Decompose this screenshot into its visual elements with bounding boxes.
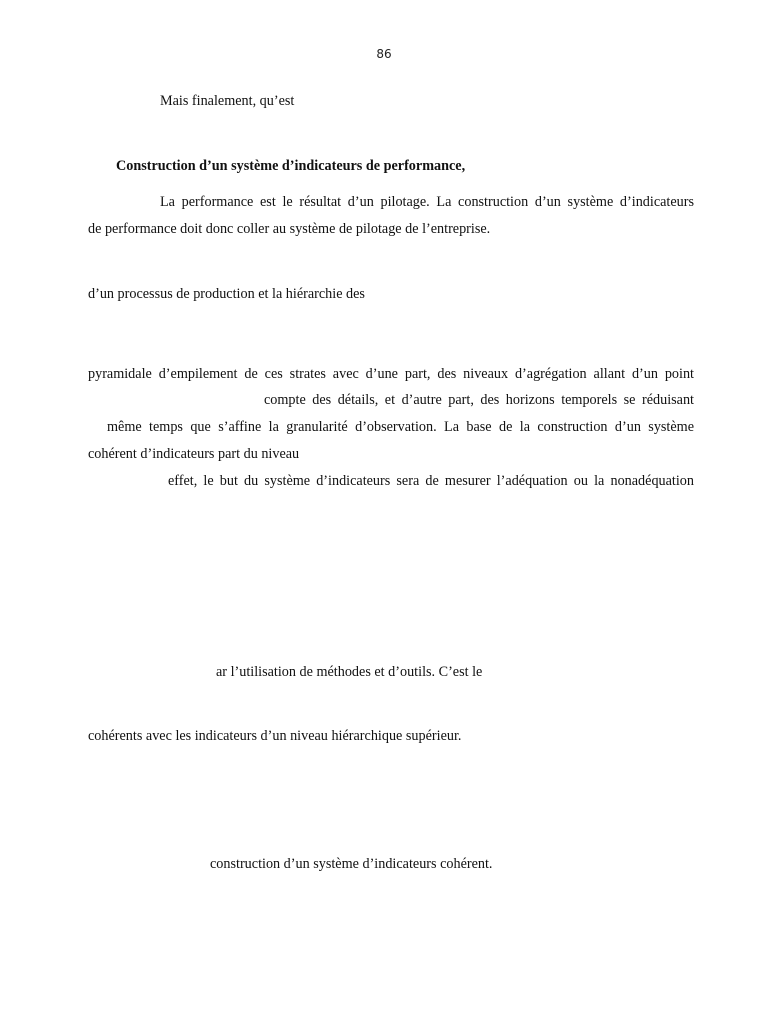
paragraph-4-line-1: ar l’utilisation de méthodes et d’outils. C’est le [216, 664, 483, 680]
section-heading: Construction d’un système d’indicateurs de performance, [116, 158, 466, 174]
paragraph-2-line-1: d’un processus de production et la hiérarchie des [88, 286, 365, 302]
intro-line: Mais finalement, qu’est [160, 93, 295, 109]
paragraph-3-line-5: effet, le but du système d’indicateurs sera de mesurer l’adéquation ou la nonadéquation [168, 473, 694, 489]
paragraph-5-line-1: cohérents avec les indicateurs d’un niveau hiérarchique supérieur. [88, 728, 462, 744]
paragraph-3-line-1: pyramidale d’empilement de ces strates avec d’une part, des niveaux d’agrégation allant d’un point [88, 366, 694, 382]
paragraph-3-line-4: cohérent d’indicateurs part du niveau [88, 446, 300, 462]
paragraph-6-line-1: construction d’un système d’indicateurs cohérent. [210, 856, 493, 872]
page-number: 86 [376, 47, 392, 61]
paragraph-1-line-1: La performance est le résultat d’un pilotage. La construction d’un système d’indicateurs [160, 194, 694, 210]
paragraph-1-line-2: de performance doit donc coller au système de pilotage de l’entreprise. [88, 221, 491, 237]
paragraph-3-line-2: compte des détails, et d’autre part, des horizons temporels se réduisant [264, 392, 694, 408]
paragraph-3-line-3: même temps que s’affine la granularité d’observation. La base de la construction d’un système [107, 419, 694, 435]
